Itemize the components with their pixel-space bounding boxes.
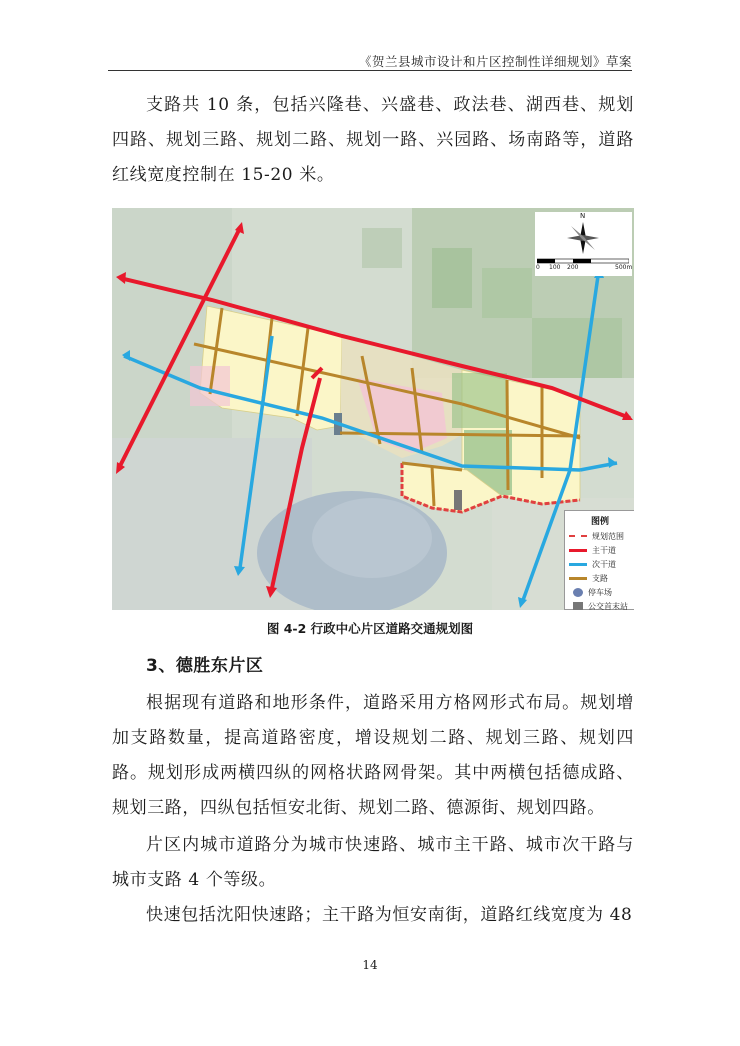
paragraph-branch-roads: 支路共 10 条，包括兴隆巷、兴盛巷、政法巷、湖西巷、规划四路、规划三路、规划二路、规划一路、兴园路、场南路等，道路红线宽度控制在 15-20 米。 [112,95,634,185]
paragraph-expressway: 快速包括沈阳快速路；主干路为恒安南街，道路红线宽度为 48 [146,905,633,925]
north-arrow-scale [535,212,632,276]
scale-label-0: 0 [536,264,540,271]
legend-label: 停车场 [588,587,612,597]
north-label: N [580,212,586,220]
scale-label-500m: 500m [615,264,633,271]
main-road-swatch [569,549,587,552]
legend-item-branch-road [565,571,634,585]
bus-terminal-icon [573,602,583,611]
legend-item-main-road [565,543,634,557]
legend-label: 规划范围 [592,531,624,541]
legend-label: 主干道 [592,545,616,555]
parking-icon [573,588,583,597]
document-header-title: 《贺兰县城市设计和片区控制性详细规划》草案 [358,54,632,69]
scale-label-100: 100 [549,264,561,271]
paragraph-road-classes: 片区内城市道路分为城市快速路、城市主干路、城市次干路与城市支路 4 个等级。 [112,835,634,890]
section-heading: 3、德胜东片区 [146,656,264,676]
scale-label-200: 200 [567,264,579,271]
page-number: 14 [362,958,378,972]
legend-label: 次干道 [592,559,616,569]
branch-road-swatch [569,577,587,580]
paragraph-road-layout: 根据现有道路和地形条件，道路采用方格网形式布局。规划增加支路数量，提高道路密度，增设规划二路、规划三路、规划四路。规划形成两横四纵的网格状路网骨架。其中两横包括德成路、规划三路，四纵包括恒安北街、规划二路、德源街、规划四路。 [112,693,634,818]
figure-caption: 图 4-2 行政中心片区道路交通规划图 [266,621,474,636]
map-legend [564,510,634,610]
boundary-swatch [569,535,587,537]
legend-item-bus-terminal [565,599,634,610]
legend-label: 公交首末站 [588,601,628,610]
legend-title: 图例 [590,517,609,527]
legend-item-boundary [565,529,634,543]
secondary-road-swatch [569,563,587,566]
compass-icon [565,220,601,256]
legend-item-parking [565,585,634,599]
road-planning-map [112,208,634,610]
legend-label: 支路 [592,573,608,583]
header-divider [108,70,632,71]
legend-item-secondary-road [565,557,634,571]
